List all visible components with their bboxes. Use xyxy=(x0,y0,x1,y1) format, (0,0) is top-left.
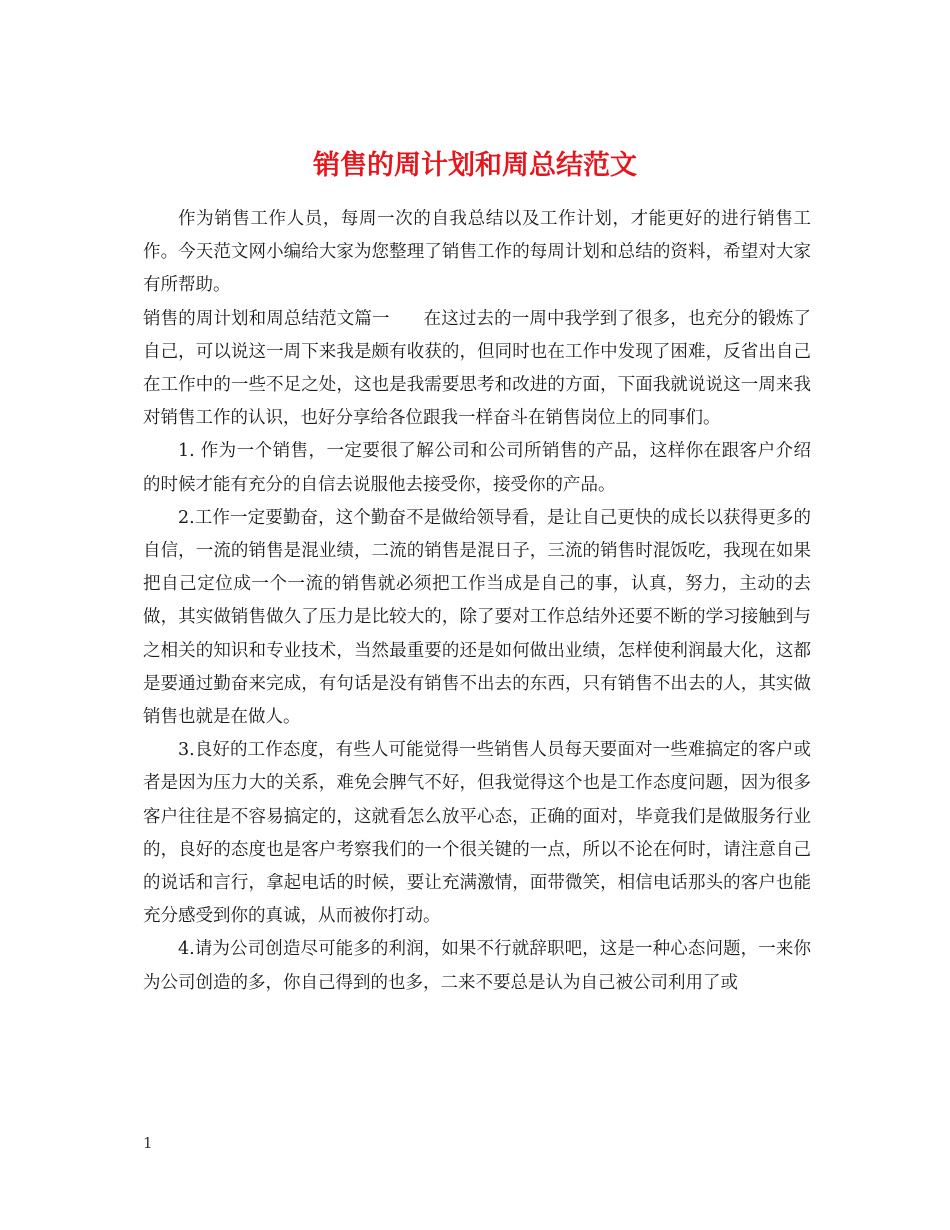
section-heading: 销售的周计划和周总结范文篇一 xyxy=(143,308,390,329)
page-number: 1 xyxy=(143,1134,153,1152)
document-title: 销售的周计划和周总结范文 xyxy=(313,150,637,182)
point-paragraph-2: 2.工作一定要勤奋，这个勤奋不是做给领导看，是让自己更快的成长以获得更多的自信，一流的销售是混业绩，二流的销售是混日子，三流的销售时混饭吃，我现在如果把自己定位成一个一流的销售就必须把工作当成是自己的事，认真，努力，主动的去做，其实做销售做久了压力是比较大的，除了要对工作总结外还要不断的学习接触到与之相关的知识和专业技术，当然最重要的还是如何做出业绩，怎样使利润最大化，这都是要通过勤奋来完成，有句话是没有销售不出去的东西，只有销售不出去的人，其实做销售也就是在做人。 xyxy=(143,507,811,728)
intro-paragraph: 作为销售工作人员，每周一次的自我总结以及工作计划，才能更好的进行销售工作。今天范文网小编给大家为您整理了销售工作的每周计划和总结的资料，希望对大家有所帮助。 xyxy=(143,209,811,296)
point-paragraph-1: 1. 作为一个销售，一定要很了解公司和公司所销售的产品，这样你在跟客户介绍的时候才能有充分的自信去说服他去接受你，接受你的产品。 xyxy=(143,441,811,495)
document-body xyxy=(143,203,811,1000)
section-opening-text: 在这过去的一周中我学到了很多，也充分的锻炼了自己，可以说这一周下来我是颇有收获的，但同时也在工作中发现了困难，反省出自己在工作中的一些不足之处，这也是我需要思考和改进的方面，下面我就说说这一周来我对销售工作的认识，也好分享给各位跟我一样奋斗在销售岗位上的同事们。 xyxy=(143,308,812,429)
point-paragraph-4: 4.请为公司创造尽可能多的利润，如果不行就辞职吧，这是一种心态问题，一来你为公司创造的多，你自己得到的也多，二来不要总是认为自己被公司利用了或 xyxy=(143,939,811,993)
point-paragraph-3: 3.良好的工作态度，有些人可能觉得一些销售人员每天要面对一些难搞定的客户或者是因为压力大的关系，难免会脾气不好，但我觉得这个也是工作态度问题，因为很多客户往往是不容易搞定的，这就看怎么放平心态，正确的面对，毕竟我们是做服务行业的，良好的态度也是客户考察我们的一个很关键的一点，所以不论在何时，请注意自己的说话和言行，拿起电话的时候，要让充满激情，面带微笑，相信电话那头的客户也能充分感受到你的真诚，从而被你打动。 xyxy=(143,740,811,927)
section-paragraph xyxy=(143,303,811,436)
